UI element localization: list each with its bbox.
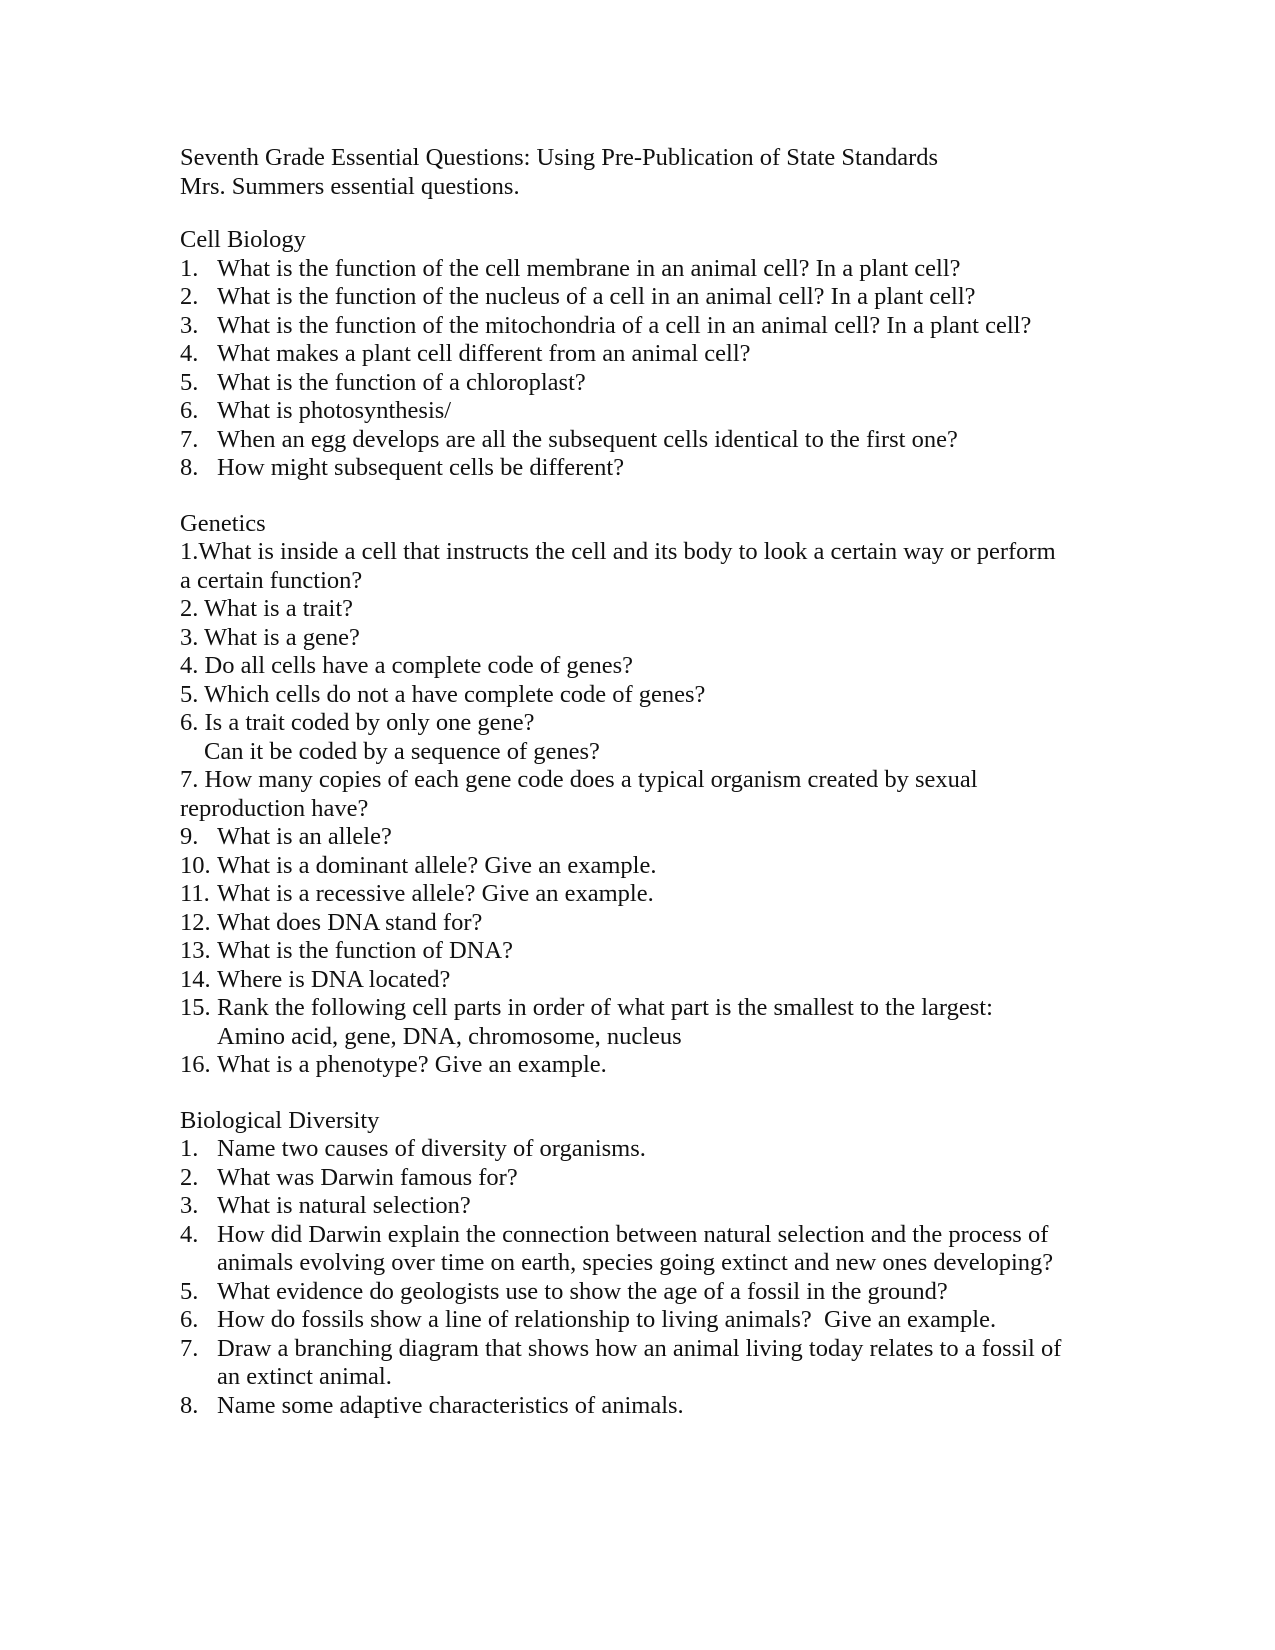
document-page: [180, 144, 1180, 1420]
item-text: Name two causes of diversity of organisms.: [217, 1135, 646, 1162]
section-heading-cell-biology: Cell Biology: [180, 226, 306, 253]
item-text: What is the function of DNA?: [217, 937, 513, 964]
item-number: 4.: [180, 1220, 199, 1248]
list-item: [180, 937, 1180, 966]
list-item: [180, 1051, 1180, 1080]
question-5: 5. Which cells do not a have complete code of genes?: [180, 680, 706, 708]
genetics-list: [180, 538, 1180, 1080]
item-number: 5.: [180, 1277, 199, 1305]
spacer: [180, 483, 1180, 510]
question-1-line-2: a certain function?: [180, 566, 363, 594]
item-text: Name some adaptive characteristics of animals.: [217, 1391, 684, 1419]
list-item: [180, 823, 1180, 852]
item-number: 2.: [180, 283, 199, 310]
item-text: What is natural selection?: [217, 1192, 471, 1219]
item-text: How did Darwin explain the connection between natural selection and the process of: [217, 1220, 1049, 1248]
item-number: 6.: [180, 1306, 199, 1333]
list-item: [180, 852, 1180, 881]
question-2: 2. What is a trait?: [180, 595, 354, 622]
list-item: [180, 426, 1180, 455]
item-number: 8.: [180, 1391, 199, 1419]
list-item: [180, 1192, 1180, 1221]
cell-biology-list: [180, 255, 1180, 483]
question-1-line-1: 1.What is inside a cell that instructs the cell and its body to look a certain way or perform: [180, 538, 1056, 565]
list-item: [180, 1335, 1180, 1364]
list-item: [180, 397, 1180, 426]
item-number: 13.: [180, 937, 211, 964]
item-number: 8.: [180, 454, 199, 481]
list-item: [180, 1221, 1180, 1250]
item-text: What was Darwin famous for?: [217, 1163, 518, 1191]
item-text: How do fossils show a line of relationship to living animals? Give an example.: [217, 1306, 997, 1333]
item-number: 4.: [180, 340, 199, 367]
document-title: Seventh Grade Essential Questions: Using Pre-Publication of State Standards: [180, 144, 939, 171]
item-number: 3.: [180, 311, 199, 339]
list-item: [180, 1278, 1180, 1307]
item-text: What is photosynthesis/: [217, 397, 452, 424]
item-number: 5.: [180, 368, 199, 396]
section-heading-biological-diversity: Biological Diversity: [180, 1106, 380, 1134]
item-text: When an egg develops are all the subsequent cells identical to the first one?: [217, 425, 958, 453]
list-item: [180, 454, 1180, 483]
item-text: What is the function of the nucleus of a cell in an animal cell? In a plant cell?: [217, 283, 976, 310]
list-item: [180, 1306, 1180, 1335]
item-text: What is a phenotype? Give an example.: [217, 1051, 607, 1078]
document-subtitle: Mrs. Summers essential questions.: [180, 172, 520, 200]
item-text: What is a dominant allele? Give an example.: [217, 851, 657, 879]
item-text: What is the function of a chloroplast?: [217, 368, 586, 396]
question-7-line-2: an extinct animal.: [217, 1363, 392, 1390]
item-number: 11.: [180, 880, 210, 907]
item-text: What is the function of the cell membrane in an animal cell? In a plant cell?: [217, 254, 961, 282]
question-6-line-1: 6. Is a trait coded by only one gene?: [180, 709, 535, 736]
item-text: What is a recessive allele? Give an example.: [217, 880, 654, 907]
item-text: Rank the following cell parts in order of what part is the smallest to the largest:: [217, 994, 993, 1021]
item-number: 2.: [180, 1163, 199, 1191]
item-number: 9.: [180, 823, 199, 850]
list-item: [180, 1164, 1180, 1193]
item-text: What makes a plant cell different from an animal cell?: [217, 340, 751, 367]
list-item: [180, 1392, 1180, 1421]
question-4-line-2: animals evolving over time on earth, species going extinct and new ones developing?: [217, 1249, 1054, 1276]
item-number: 6.: [180, 397, 199, 424]
spacer: [180, 201, 1180, 226]
question-3: 3. What is a gene?: [180, 623, 360, 651]
question-4: 4. Do all cells have a complete code of genes?: [180, 652, 634, 679]
list-item: [180, 312, 1180, 341]
item-number: 12.: [180, 908, 211, 936]
list-item: [180, 255, 1180, 284]
item-number: 16.: [180, 1051, 211, 1078]
list-item: [180, 340, 1180, 369]
list-item: [180, 909, 1180, 938]
item-text: Where is DNA located?: [217, 965, 451, 993]
item-text: What does DNA stand for?: [217, 908, 483, 936]
item-number: 7.: [180, 425, 199, 453]
item-number: 14.: [180, 965, 211, 993]
item-number: 10.: [180, 851, 211, 879]
list-item: [180, 1135, 1180, 1164]
question-7-line-2: reproduction have?: [180, 794, 369, 822]
list-item: [180, 369, 1180, 398]
item-text: What is the function of the mitochondria of a cell in an animal cell? In a plant cell?: [217, 311, 1032, 339]
item-text: What evidence do geologists use to show the age of a fossil in the ground?: [217, 1277, 948, 1305]
question-7-line-1: 7. How many copies of each gene code does a typical organism created by sexual: [180, 766, 978, 793]
list-item: [180, 994, 1180, 1023]
item-number: 15.: [180, 994, 211, 1021]
item-text: What is an allele?: [217, 823, 392, 850]
item-number: 7.: [180, 1334, 199, 1362]
item-number: 1.: [180, 1135, 199, 1162]
spacer: [180, 1080, 1180, 1107]
item-text: Draw a branching diagram that shows how an animal living today relates to a fossil of: [217, 1334, 1062, 1362]
list-item: [180, 966, 1180, 995]
item-text: How might subsequent cells be different?: [217, 454, 625, 481]
diversity-list: [180, 1135, 1180, 1420]
question-6-line-2: Can it be coded by a sequence of genes?: [204, 737, 600, 765]
item-number: 3.: [180, 1192, 199, 1219]
question-15-line-2: Amino acid, gene, DNA, chromosome, nucleus: [217, 1022, 682, 1050]
item-number: 1.: [180, 254, 199, 282]
list-item: [180, 880, 1180, 909]
section-heading-genetics: Genetics: [180, 509, 266, 537]
list-item: [180, 283, 1180, 312]
